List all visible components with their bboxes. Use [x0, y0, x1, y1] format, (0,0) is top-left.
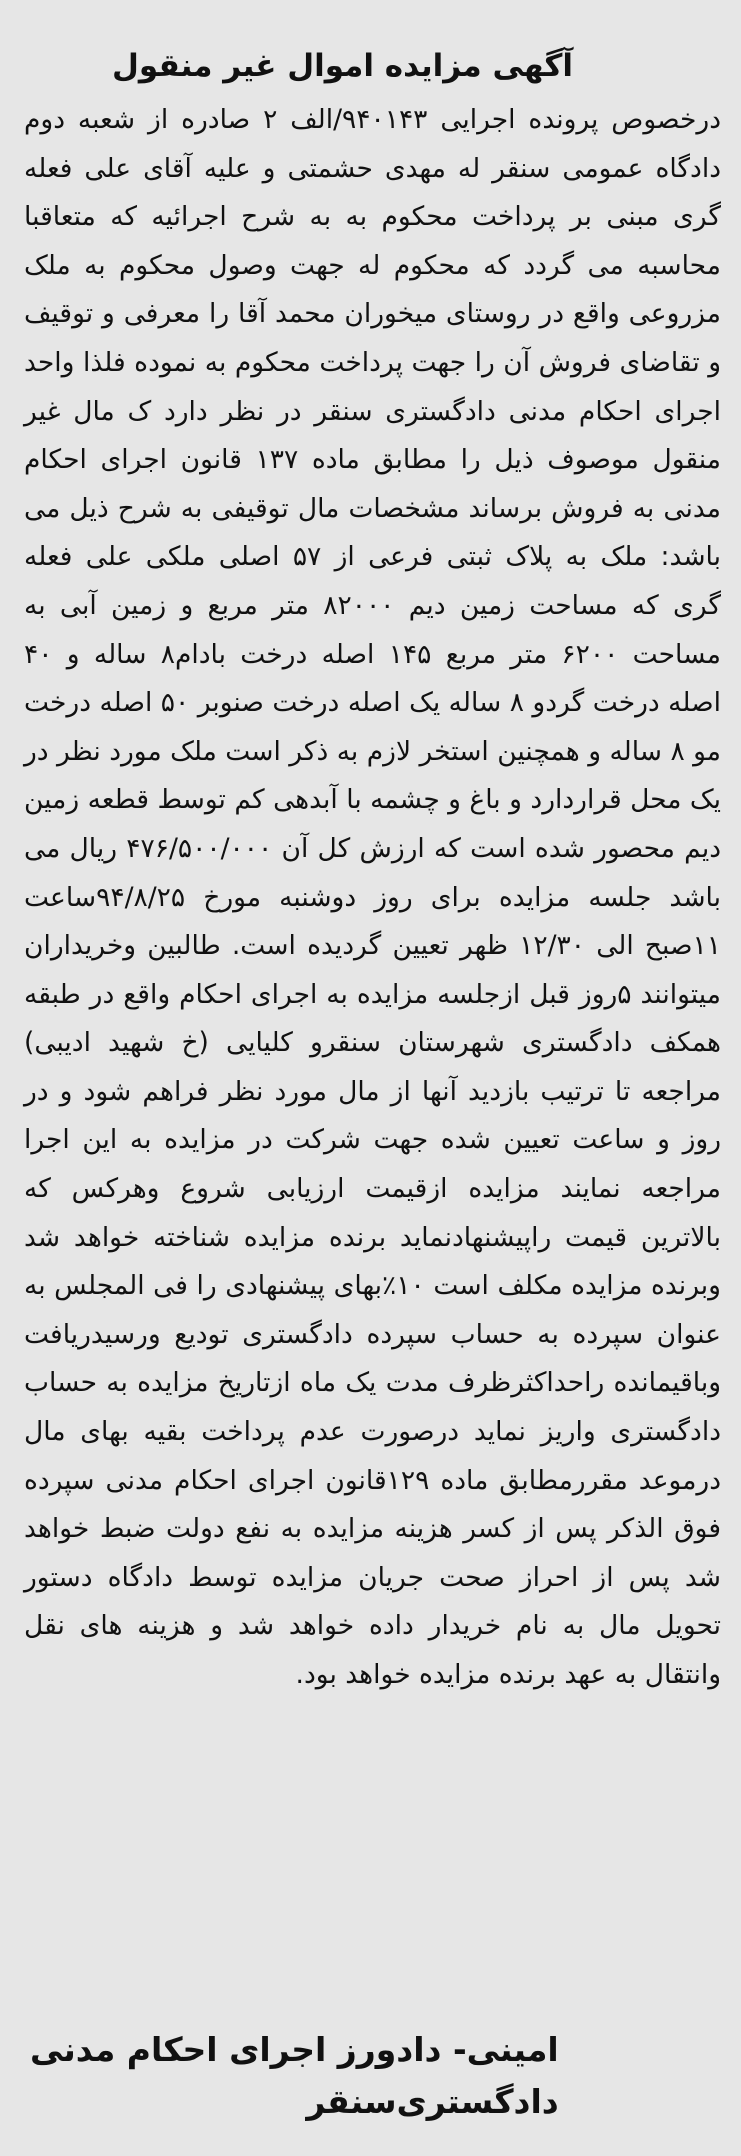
signature-line-1: امینی- دادورز اجرای احکام مدنی	[30, 2030, 559, 2069]
signature-line-2: دادگستری‌سنقر	[306, 2082, 559, 2121]
notice-title: آگهی مزایده اموال غیر منقول	[112, 48, 573, 84]
signature-block	[30, 2024, 559, 2128]
notice-body: درخصوص پرونده اجرایی ۹۴۰۱۴۳/الف ۲ صادره از شعبه دوم دادگاه عمومی سنقر له مهدی حشمتی و علیه آقای علی فعله گری مبنی بر پرداخت محکوم به به شرح اجرائیه که متعاقبا محاسبه می گردد که محکوم له جهت وصول محکوم به ملک مزروعی واقع در روستای میخوران محمد آقا را معرفی و توقیف و تقاضای فروش آن را جهت پرداخت محکوم به نموده فلذا واحد اجرای احکام مدنی دادگستری سنقر در نظر دارد ک مال غیر منقول موصوف ذیل را مطابق ماده ۱۳۷ قانون اجرای احکام مدنی به فروش برساند مشخصات مال توقیفی به شرح ذیل می باشد: ملک به پلاک ثبتی فرعی از ۵۷ اصلی ملکی علی فعله گری که مساحت زمین دیم ۸۲۰۰۰ متر مربع و زمین آبی به مساحت ۶۲۰۰ متر مربع ۱۴۵ اصله درخت بادام۸ ساله و ۴۰ اصله درخت گردو ۸ ساله یک اصله درخت صنوبر ۵۰ اصله درخت مو ۸ ساله و همچنین استخر لازم به ذکر است ملک مورد نظر در یک محل قراردارد و باغ و چشمه با آبدهی کم توسط قطعه زمین دیم محصور شده است که ارزش کل آن ۴۷۶/۵۰۰/۰۰۰ ریال می باشد جلسه مزایده برای روز دوشنبه مورخ ۹۴/۸/۲۵ساعت ۱۱صبح الی ۱۲/۳۰ ظهر تعیین گردیده است. طالبین وخریداران میتوانند ۵روز قبل ازجلسه مزایده به اجرای احکام واقع در طبقه همکف دادگستری شهرستان سنقرو کلیایی (خ شهید ادیبی) مراجعه تا ترتیب بازدید آنها از مال مورد نظر فراهم شود و در روز و ساعت تعیین شده جهت شرکت در مزایده به این اجرا مراجعه نمایند مزایده ازقیمت ارزیابی شروع وهرکس که بالاترین قیمت راپیشنهادنماید برنده مزایده شناخته خواهد شد وبرنده مزایده مکلف است ۱۰٪بهای پیشنهادی را فی المجلس به عنوان سپرده به حساب سپرده دادگستری تودیع ورسیدریافت وباقیمانده راحداکثرظرف مدت یک ماه ازتاریخ مزایده به حساب دادگستری واریز نماید درصورت عدم پرداخت بقیه بهای مال درموعد مقررمطابق ماده ۱۲۹قانون اجرای احکام مدنی سپرده فوق الذکر پس از کسر هزینه مزایده به نفع دولت ضبط خواهد شد پس از احراز صحت جریان مزایده توسط دادگاه دستور تحویل مال به نام خریدار داده خواهد شد و هزینه های نقل وانتقال به عهد برنده مزایده خواهد بود.	[24, 104, 722, 1690]
